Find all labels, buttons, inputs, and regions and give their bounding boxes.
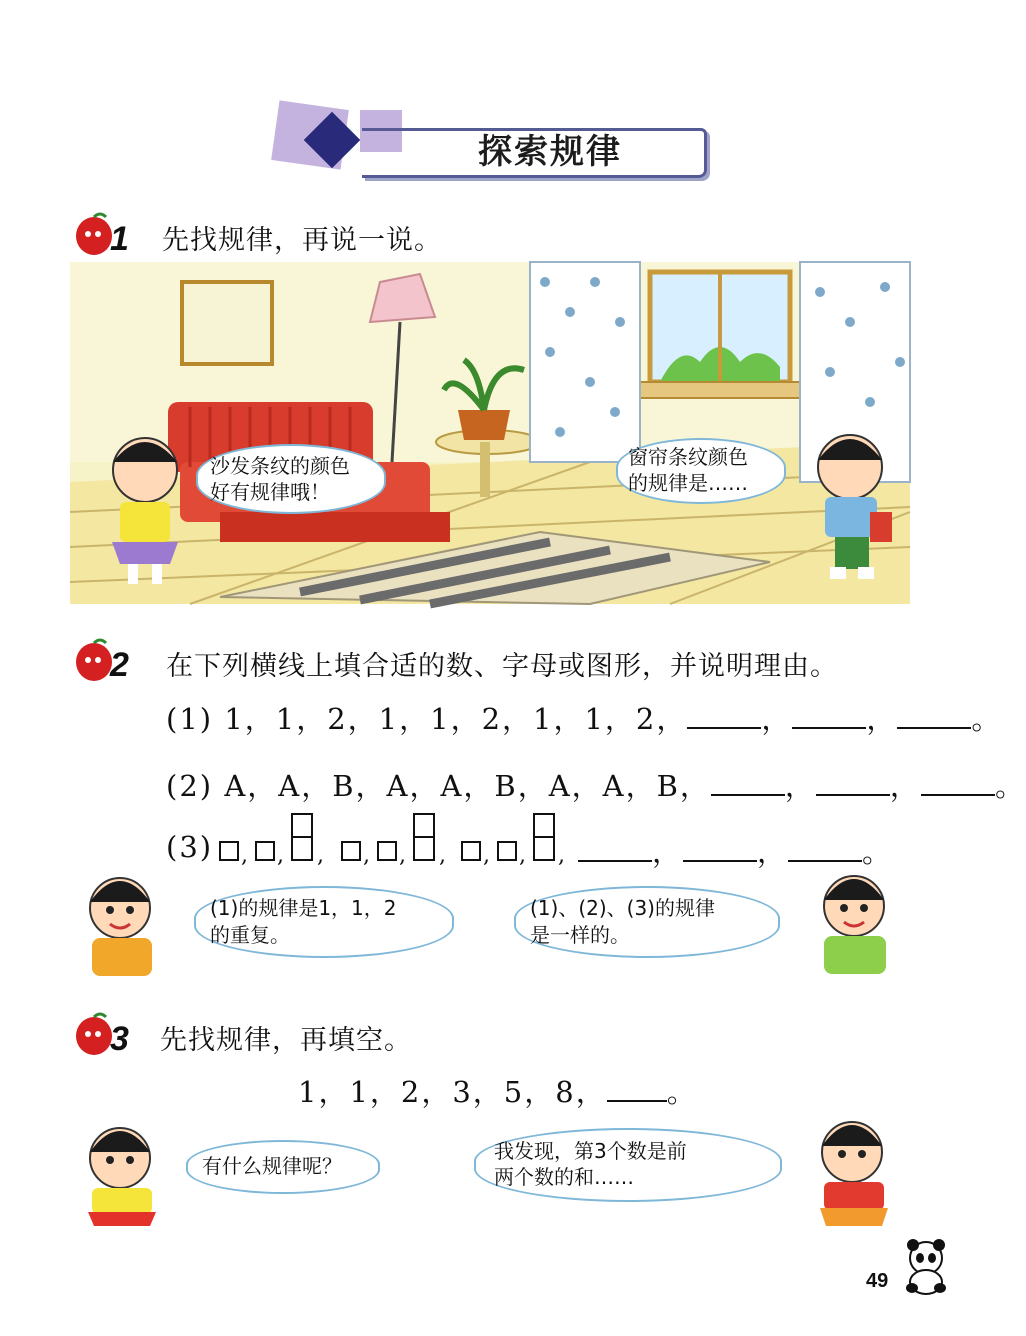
sequence-3-label: (3) <box>166 830 214 864</box>
blank-1-1[interactable] <box>687 701 761 729</box>
sequence-2-label: (2) <box>166 769 214 803</box>
p2-right-speech-line-1: (1)、(2)、(3)的规律 <box>530 896 715 920</box>
problem-2-text: 在下列横线上填合适的数、字母或图形，并说明理由。 <box>166 651 838 682</box>
boy-pointing-illustration <box>796 866 910 978</box>
blank-1-2[interactable] <box>792 701 866 729</box>
svg-text:,: , <box>399 843 406 868</box>
svg-text:,: , <box>317 843 324 868</box>
svg-text:3: 3 <box>110 1020 129 1058</box>
blank-3-3[interactable] <box>788 834 862 862</box>
svg-text:,: , <box>241 843 248 868</box>
girl-speech-line-2: 好有规律哦！ <box>210 480 330 504</box>
blank-3-1[interactable] <box>578 834 652 862</box>
problem-1-badge-icon <box>72 212 142 258</box>
sequence-3-blanks: ， ， 。 <box>578 830 893 871</box>
boy-speech-line-2: 的规律是…… <box>628 471 748 495</box>
problem-1-text: 先找规律，再说一说。 <box>162 225 442 256</box>
sequence-4-values: 1，1，2，3，5，8， <box>298 1075 607 1109</box>
girl-speech-line-1: 沙发条纹的颜色 <box>210 454 350 478</box>
problem-3-text: 先找规律，再填空。 <box>160 1025 412 1056</box>
sequence-1: (1) 1，1，2，1，1，2，1，1，2， ， ， 。 <box>166 702 1003 736</box>
svg-text:,: , <box>439 843 446 868</box>
sequence-1-label: (1) <box>166 702 214 736</box>
problem-3-badge-icon <box>72 1012 142 1058</box>
page-title: 探索规律 <box>478 132 622 172</box>
p2-right-speech-line-2: 是一样的。 <box>530 923 630 947</box>
svg-text:2: 2 <box>110 646 129 684</box>
girl-pointing-illustration <box>792 1110 910 1230</box>
boy-speech-line-1: 窗帘条纹颜色 <box>628 445 748 469</box>
blank-4-1[interactable] <box>607 1074 667 1102</box>
svg-text:1: 1 <box>110 220 129 258</box>
p2-left-speech-line-1: (1)的规律是1，1，2 <box>210 896 397 920</box>
problem-2-badge-icon <box>72 638 142 684</box>
sequence-2: (2) A，A，B，A，A，B，A，A，B， ， ， 。 <box>166 769 1026 803</box>
sequence-1-values: 1，1，2，1，1，2，1，1，2， <box>224 702 688 736</box>
blank-2-3[interactable] <box>921 768 995 796</box>
panda-icon <box>898 1236 954 1296</box>
p3-right-speech-line-1: 我发现，第3个数是前 <box>494 1139 687 1163</box>
p3-right-speech-line-2: 两个数的和…… <box>494 1165 634 1189</box>
sequence-3-shapes <box>214 808 574 868</box>
blank-1-3[interactable] <box>897 701 971 729</box>
blank-2-2[interactable] <box>816 768 890 796</box>
blank-2-1[interactable] <box>711 768 785 796</box>
svg-text:,: , <box>277 843 284 868</box>
page-number: 49 <box>866 1270 889 1292</box>
svg-text:,: , <box>363 843 370 868</box>
boy-with-pencil-illustration <box>70 868 180 978</box>
sequence-2-values: A，A，B，A，A，B，A，A，B， <box>224 769 711 803</box>
svg-text:,: , <box>558 843 565 868</box>
sequence-4: 1，1，2，3，5，8， 。 <box>298 1075 698 1109</box>
girl-thinking-illustration <box>70 1116 180 1228</box>
svg-text:,: , <box>519 843 526 868</box>
p3-left-speech-text: 有什么规律呢？ <box>202 1154 342 1178</box>
p2-left-speech-line-2: 的重复。 <box>210 923 290 947</box>
svg-text:,: , <box>483 843 490 868</box>
blank-3-2[interactable] <box>683 834 757 862</box>
living-room-illustration <box>70 262 910 604</box>
